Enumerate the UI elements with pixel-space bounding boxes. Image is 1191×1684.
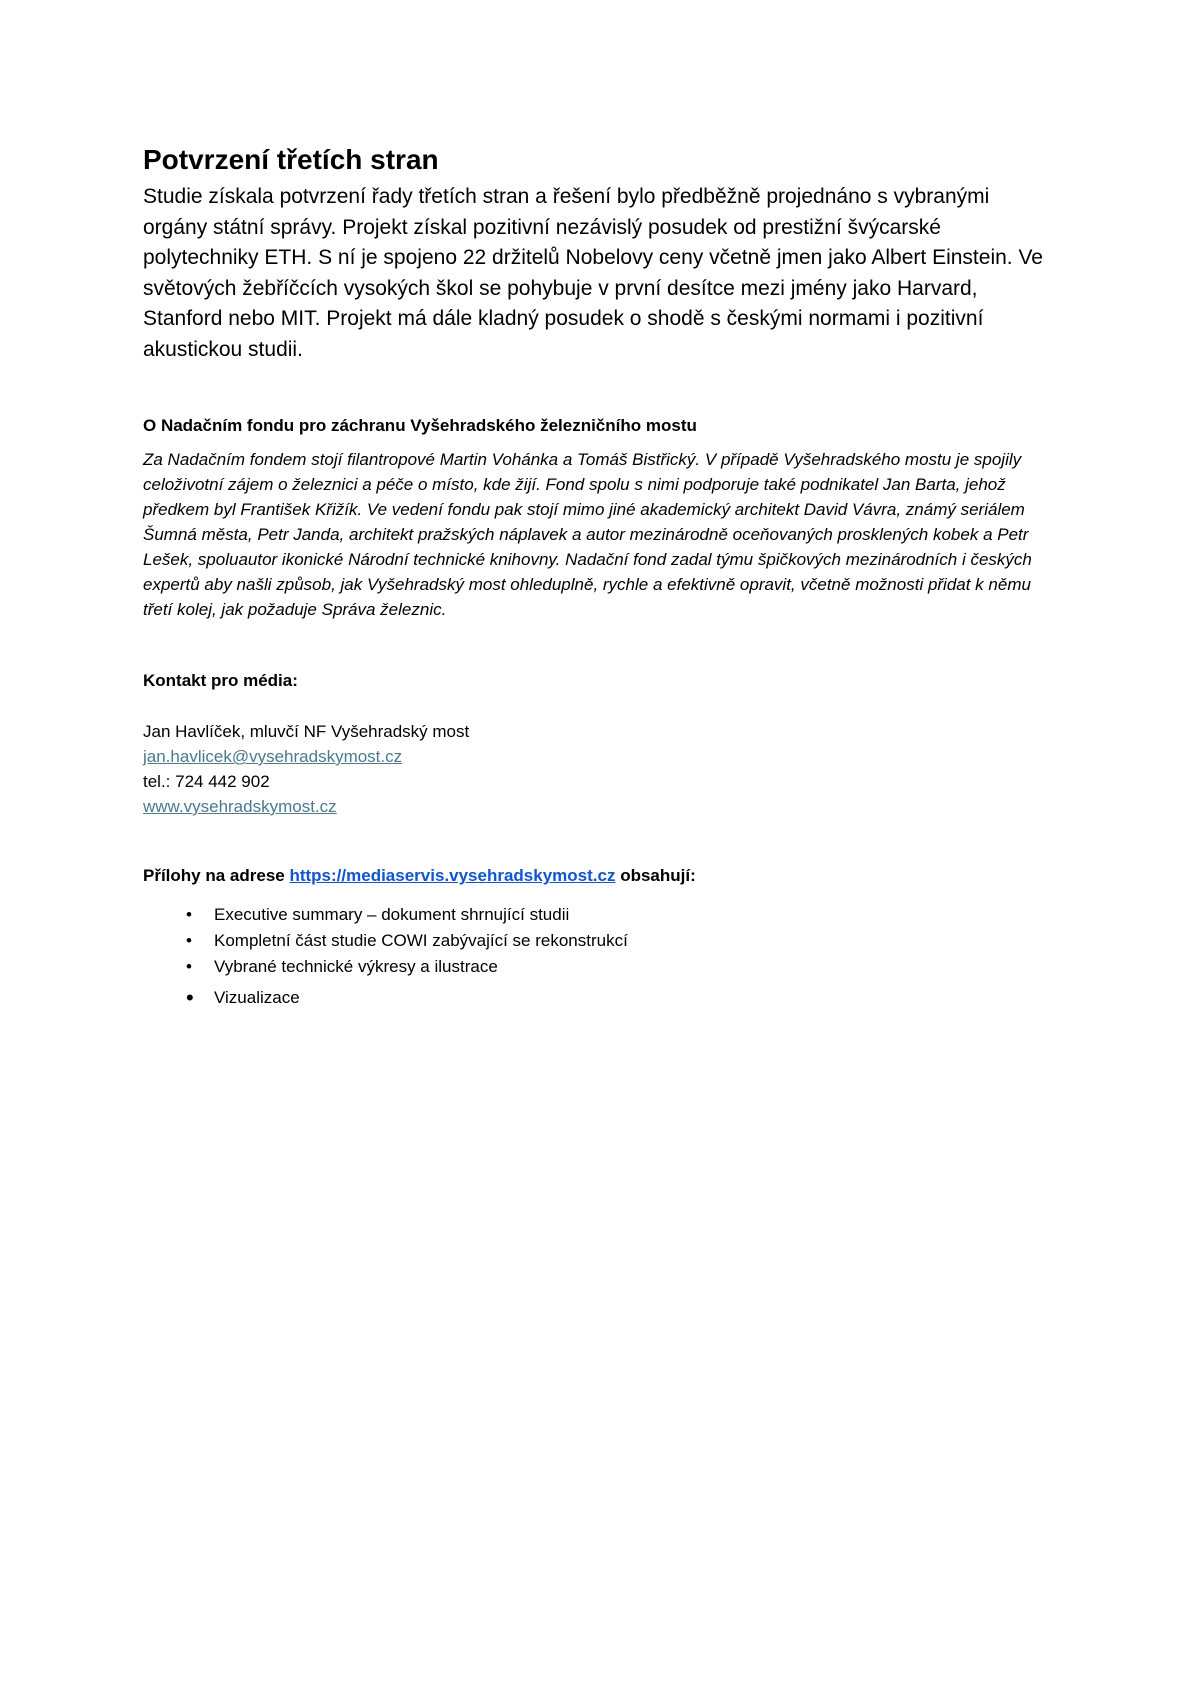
about-paragraph: Za Nadačním fondem stojí filantropové Martin Vohánka a Tomáš Bistřický. V případě Vyšehradského mostu je spojily celoživotní zájem o železnici a péče o místo, kde žijí. Fond spolu s nimi podporuje také podnikatel Jan Barta, jehož předkem byl František Křižík. Ve vedení fondu pak stojí mimo jiné akademický architekt David Vávra, známý seriálem Šumná města, Petr Janda, architekt pražských náplavek a autor mezinárodně oceňovaných prosklených kobek a Petr Lešek, spoluautor ikonické Národní technické knihovny. Nadační fond zadal týmu špičkových mezinárodních i českých expertů aby našli způsob, jak Vyšehradský most ohleduplně, rychle a efektivně opravit, včetně možnosti přidat k němu třetí kolej, jak požaduje Správa železnic.: [143, 450, 1032, 619]
contact-heading: Kontakt pro média:: [143, 671, 298, 690]
list-item-label: Vybrané technické výkresy a ilustrace: [214, 957, 498, 976]
list-item: [186, 902, 1053, 928]
mediaservis-link[interactable]: https://mediaservis.vysehradskymost.cz: [289, 866, 616, 885]
list-item-label: Vizualizace: [214, 988, 300, 1007]
bullet-icon: •: [186, 957, 192, 976]
attachments-heading: [143, 864, 1053, 888]
attachments-heading-prefix: Přílohy na adrese: [143, 866, 285, 885]
about-heading: O Nadačním fondu pro záchranu Vyšehradského železničního mostu: [143, 416, 697, 435]
contact-email-link[interactable]: jan.havlicek@vysehradskymost.cz: [143, 747, 403, 766]
bullet-icon: •: [186, 931, 192, 950]
list-item: [186, 928, 1053, 954]
contact-name: Jan Havlíček, mluvčí NF Vyšehradský most: [143, 722, 470, 741]
list-item-label: Kompletní část studie COWI zabývající se rekonstrukcí: [214, 931, 628, 950]
section-title: Potvrzení třetích stran: [143, 144, 439, 175]
contact-website-link[interactable]: www.vysehradskymost.cz: [143, 797, 337, 816]
confirmation-paragraph: Studie získala potvrzení řady třetích stran a řešení bylo předběžně projednáno s vybranými orgány státní správy. Projekt získal pozitivní nezávislý posudek od prestižní švýcarské polytechniky ETH. S ní je spojeno 22 držitelů Nobelovy ceny včetně jmen jako Albert Einstein. Ve světových žebříčcích vysokých škol se pohybuje v první desítce mezi jmény jako Harvard, Stanford nebo MIT. Projekt má dále kladný posudek o shodě s českými normami i pozitivní akustickou studii.: [143, 185, 1043, 361]
list-item: [186, 985, 1053, 1011]
list-item: [186, 954, 1053, 980]
document-page: [143, 140, 1053, 1011]
attachments-list: [143, 902, 1053, 1011]
bullet-icon: •: [186, 985, 194, 1010]
list-item-label: Executive summary – dokument shrnující studii: [214, 905, 570, 924]
bullet-icon: •: [186, 905, 192, 924]
contact-phone: tel.: 724 442 902: [143, 772, 270, 791]
contact-block: [143, 719, 1053, 819]
attachments-heading-suffix: obsahují:: [620, 866, 696, 885]
